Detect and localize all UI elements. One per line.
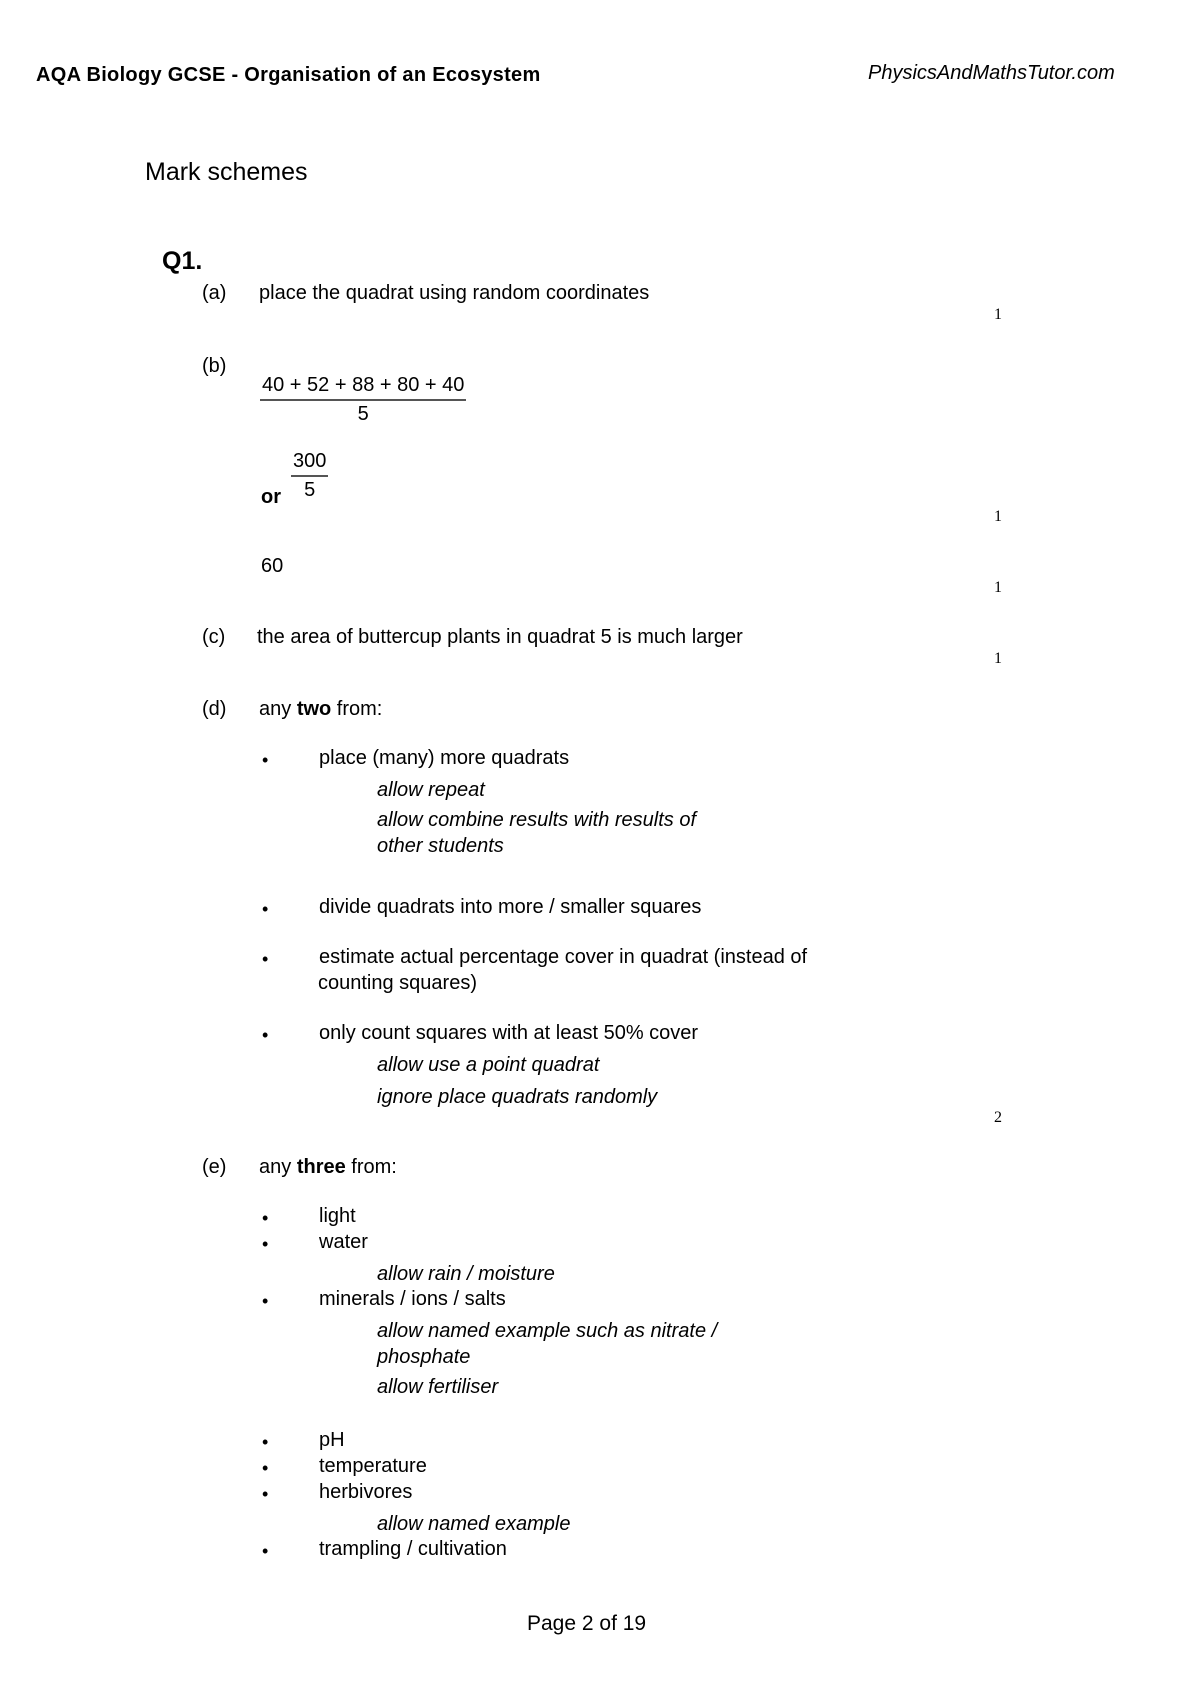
fraction-total-denominator: 5 <box>304 479 316 501</box>
bullet-dot: • <box>262 949 269 969</box>
intro-count: two <box>296 698 332 720</box>
note: allow use a point quadrat <box>377 1054 600 1076</box>
part-a-label: (a) <box>202 282 227 304</box>
intro-count: three <box>296 1156 346 1178</box>
header-title: AQA Biology GCSE - Organisation of an Ecosystem <box>36 64 541 86</box>
note: allow repeat <box>377 779 485 801</box>
intro-any: any <box>259 1156 297 1178</box>
note: allow rain / moisture <box>377 1263 555 1285</box>
part-c-label: (c) <box>202 626 226 648</box>
bullet-dot: • <box>262 1025 269 1045</box>
intro-from: from: <box>345 1156 397 1178</box>
note: allow named example such as nitrate / <box>377 1320 718 1342</box>
part-c-mark: 1 <box>994 650 1002 667</box>
part-d-mark: 2 <box>994 1109 1002 1126</box>
note: other students <box>377 835 504 857</box>
list-item: pH <box>319 1429 345 1451</box>
part-a-text: place the quadrat using random coordinates <box>259 282 650 304</box>
bullet-dot: • <box>262 1458 269 1478</box>
list-item: trampling / cultivation <box>319 1538 507 1560</box>
part-e-label: (e) <box>202 1156 227 1178</box>
list-item: divide quadrats into more / smaller squares <box>319 896 702 918</box>
page-title: Mark schemes <box>145 158 308 186</box>
bullet-dot: • <box>262 750 269 770</box>
part-c-text: the area of buttercup plants in quadrat 5 is much larger <box>257 626 743 648</box>
bullet-dot: • <box>262 1484 269 1504</box>
part-d-intro <box>259 698 382 721</box>
part-b-answer: 60 <box>261 555 284 577</box>
bullet-dot: • <box>262 1291 269 1311</box>
bullet-dot: • <box>262 899 269 919</box>
intro-any: any <box>259 698 297 720</box>
list-item: minerals / ions / salts <box>319 1288 506 1310</box>
list-item: estimate actual percentage cover in quadrat (instead of <box>319 946 808 968</box>
fraction-total <box>291 450 328 502</box>
note: ignore place quadrats randomly <box>377 1086 658 1108</box>
list-item: light <box>319 1205 356 1227</box>
note: allow named example <box>377 1513 571 1535</box>
header-site: PhysicsAndMathsTutor.com <box>868 62 1115 84</box>
list-item: only count squares with at least 50% cover <box>319 1022 699 1044</box>
or-label: or <box>261 486 281 508</box>
fraction-sum-numerator: 40 + 52 + 88 + 80 + 40 <box>262 374 465 396</box>
part-b-mark-2: 1 <box>994 579 1002 596</box>
part-e-intro <box>259 1156 397 1179</box>
intro-from: from: <box>331 698 383 720</box>
list-item-continuation: counting squares) <box>318 972 477 994</box>
part-b-mark-1: 1 <box>994 508 1002 525</box>
part-a-mark: 1 <box>994 306 1002 323</box>
page-number: Page 2 of 19 <box>527 1612 647 1635</box>
note: allow combine results with results of <box>377 809 697 831</box>
list-item: temperature <box>319 1455 427 1477</box>
part-d-label: (d) <box>202 698 227 720</box>
bullet-dot: • <box>262 1208 269 1228</box>
note: phosphate <box>377 1346 471 1368</box>
fraction-sum <box>260 374 466 426</box>
list-item: water <box>319 1231 368 1253</box>
list-item: herbivores <box>319 1481 413 1503</box>
fraction-total-numerator: 300 <box>293 450 327 472</box>
bullet-dot: • <box>262 1234 269 1254</box>
question-number: Q1. <box>162 247 203 275</box>
bullet-dot: • <box>262 1432 269 1452</box>
bullet-dot: • <box>262 1541 269 1561</box>
fraction-sum-denominator: 5 <box>357 403 369 425</box>
note: allow fertiliser <box>377 1376 499 1398</box>
part-b-label: (b) <box>202 355 227 377</box>
list-item: place (many) more quadrats <box>319 747 570 769</box>
